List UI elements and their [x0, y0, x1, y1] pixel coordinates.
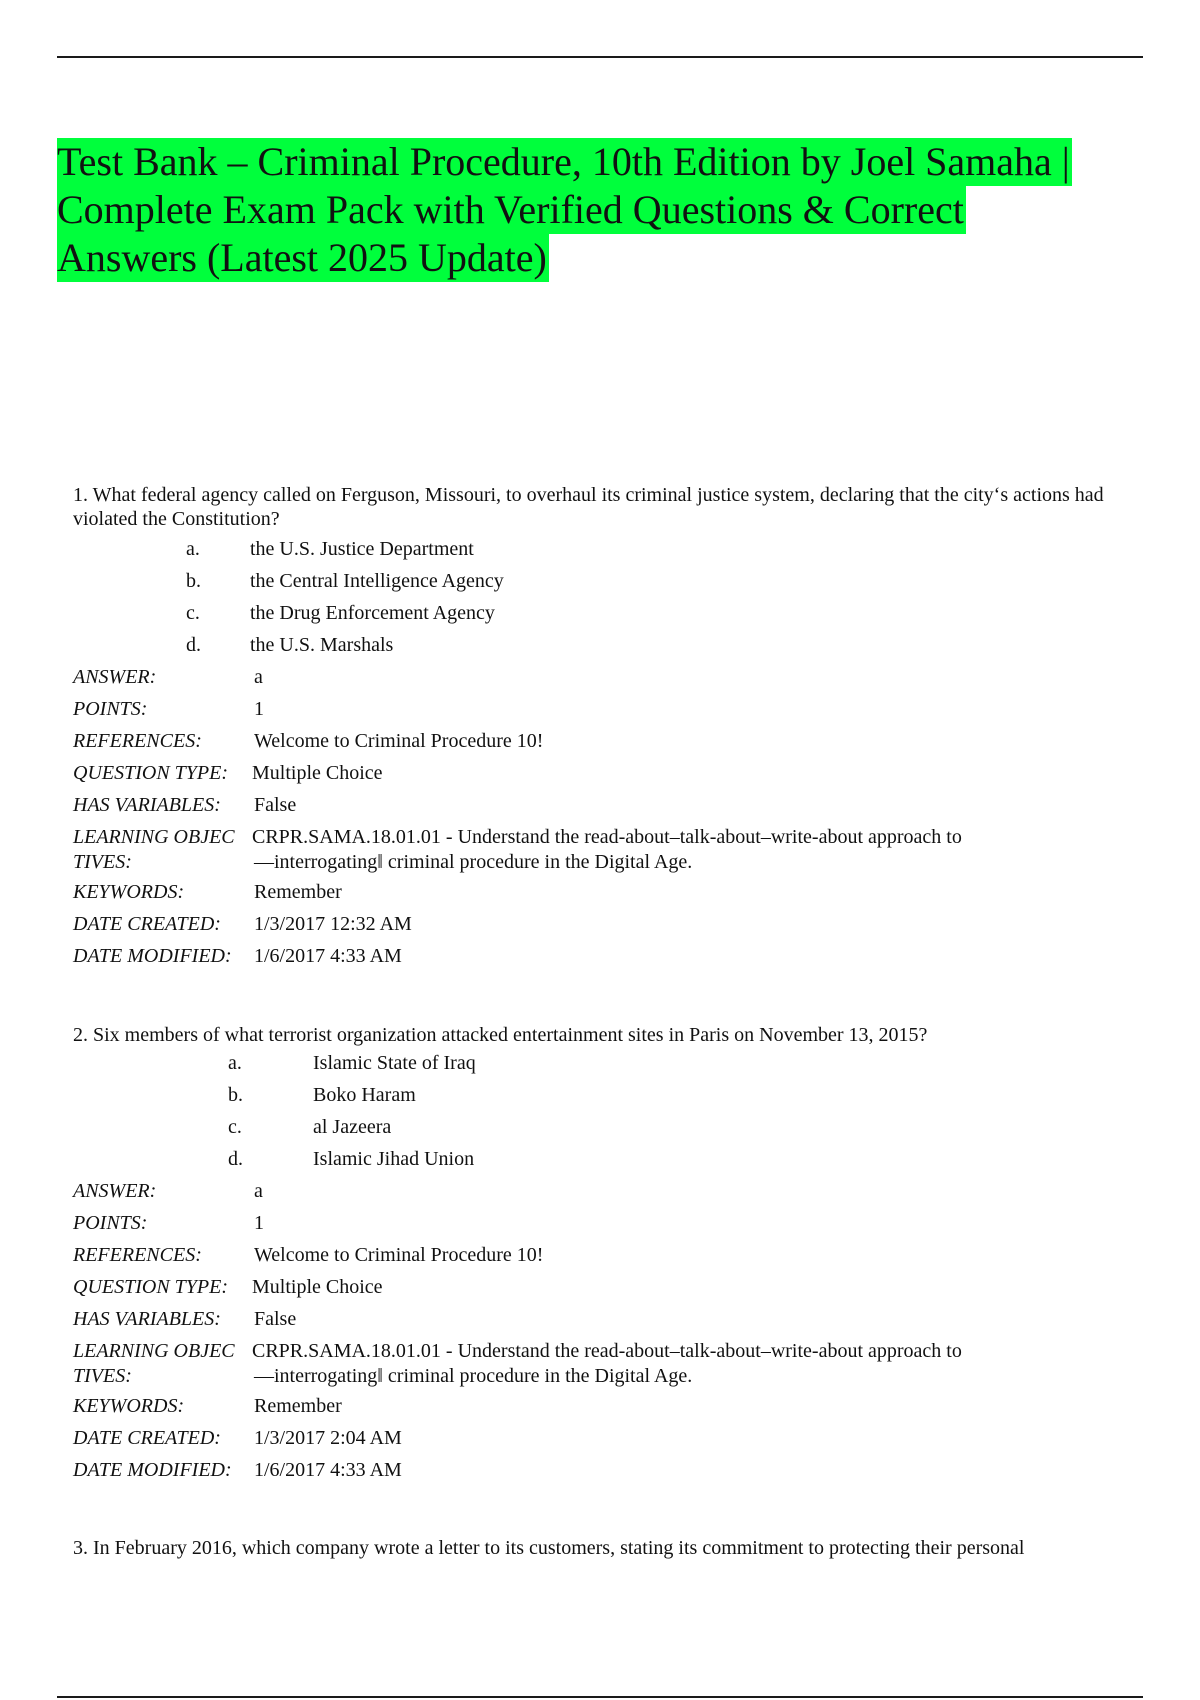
- question-type-row: [73, 757, 1133, 789]
- choice-a: [73, 1047, 1133, 1079]
- answer-label: ANSWER:: [73, 666, 157, 688]
- question-3: [73, 1536, 1153, 1560]
- learning-objectives-line-2: —interrogating‖ criminal procedure in the Digital Age.: [254, 1365, 693, 1387]
- title-line-2: Complete Exam Pack with Verified Questions & Correct: [57, 187, 964, 232]
- date-created-row: [73, 908, 1133, 940]
- keywords-row: [73, 876, 1133, 908]
- learning-objectives-line-1: CRPR.SAMA.18.01.01 - Understand the read-about–talk-about–write-about approach to: [252, 1340, 962, 1362]
- date-modified-value: 1/6/2017 4:33 AM: [254, 945, 402, 967]
- choice-b: [73, 1079, 1133, 1111]
- choice-letter: c.: [186, 602, 200, 624]
- choice-d: [73, 1143, 1133, 1175]
- date-modified-row: [73, 1454, 1133, 1486]
- answer-value: a: [254, 1180, 263, 1202]
- choice-letter: a.: [186, 538, 200, 560]
- has-variables-value: False: [254, 1308, 297, 1330]
- learning-objectives-label-line-2: TIVES:: [73, 851, 132, 873]
- points-label: POINTS:: [73, 698, 148, 720]
- choice-b: [73, 565, 1133, 597]
- choice-letter: d.: [186, 634, 201, 656]
- date-created-value: 1/3/2017 12:32 AM: [254, 913, 412, 935]
- references-label: REFERENCES:: [73, 1244, 202, 1266]
- date-modified-row: [73, 940, 1133, 972]
- has-variables-row: [73, 789, 1133, 821]
- learning-objectives-label-line-1: LEARNING OBJEC: [73, 1340, 235, 1362]
- learning-objectives-label: [73, 1339, 235, 1389]
- question-text: 1. What federal agency called on Ferguson, Missouri, to overhaul its criminal justice system, declaring that the city‘s actions had violated the Constitution?: [73, 484, 1104, 530]
- choice-text: Islamic State of Iraq: [313, 1052, 476, 1074]
- learning-objectives-label-line-2: TIVES:: [73, 1365, 132, 1387]
- date-modified-label: DATE MODIFIED:: [73, 1459, 232, 1481]
- choice-text: the Drug Enforcement Agency: [250, 602, 495, 624]
- question-1: [73, 483, 1133, 972]
- references-label: REFERENCES:: [73, 730, 202, 752]
- choice-c: [73, 1111, 1133, 1143]
- learning-objectives-row: [73, 821, 1133, 876]
- has-variables-label: HAS VARIABLES:: [73, 1308, 221, 1330]
- choice-text: Boko Haram: [313, 1084, 416, 1106]
- question-2: [73, 1023, 1133, 1486]
- answer-value: a: [254, 666, 263, 688]
- answer-row: [73, 1175, 1133, 1207]
- keywords-value: Remember: [254, 1395, 342, 1417]
- question-text: 3. In February 2016, which company wrote a letter to its customers, stating its commitment to protecting their personal: [73, 1537, 1025, 1559]
- references-row: [73, 725, 1133, 757]
- references-value: Welcome to Criminal Procedure 10!: [254, 730, 544, 752]
- question-type-label: QUESTION TYPE:: [73, 762, 229, 784]
- learning-objectives-value: [252, 825, 962, 875]
- learning-objectives-label-line-1: LEARNING OBJEC: [73, 826, 235, 848]
- choice-letter: d.: [228, 1148, 243, 1170]
- keywords-value: Remember: [254, 881, 342, 903]
- points-row: [73, 693, 1133, 725]
- choice-text: Islamic Jihad Union: [313, 1148, 475, 1170]
- question-type-value: Multiple Choice: [252, 1276, 383, 1298]
- bottom-rule: [57, 1696, 1143, 1698]
- top-rule: [57, 56, 1143, 58]
- choice-d: [73, 629, 1133, 661]
- learning-objectives-label: [73, 825, 235, 875]
- question-type-value: Multiple Choice: [252, 762, 383, 784]
- points-value: 1: [254, 1212, 264, 1234]
- points-label: POINTS:: [73, 1212, 148, 1234]
- learning-objectives-row: [73, 1335, 1133, 1390]
- learning-objectives-value: [252, 1339, 962, 1389]
- choice-letter: c.: [228, 1116, 242, 1138]
- answer-row: [73, 661, 1133, 693]
- choice-text: the U.S. Justice Department: [250, 538, 474, 560]
- learning-objectives-line-2: —interrogating‖ criminal procedure in the Digital Age.: [254, 851, 693, 873]
- choice-letter: a.: [228, 1052, 242, 1074]
- keywords-row: [73, 1390, 1133, 1422]
- learning-objectives-line-1: CRPR.SAMA.18.01.01 - Understand the read-about–talk-about–write-about approach to: [252, 826, 962, 848]
- references-row: [73, 1239, 1133, 1271]
- choice-c: [73, 597, 1133, 629]
- question-type-row: [73, 1271, 1133, 1303]
- points-row: [73, 1207, 1133, 1239]
- choice-letter: b.: [228, 1084, 243, 1106]
- references-value: Welcome to Criminal Procedure 10!: [254, 1244, 544, 1266]
- title-line-3: Answers (Latest 2025 Update): [57, 235, 547, 280]
- has-variables-value: False: [254, 794, 297, 816]
- title-line-1: Test Bank – Criminal Procedure, 10th Edition by Joel Samaha |: [57, 139, 1070, 184]
- date-created-row: [73, 1422, 1133, 1454]
- choice-letter: b.: [186, 570, 201, 592]
- document-title: [57, 138, 1147, 282]
- date-modified-value: 1/6/2017 4:33 AM: [254, 1459, 402, 1481]
- date-modified-label: DATE MODIFIED:: [73, 945, 232, 967]
- keywords-label: KEYWORDS:: [73, 881, 185, 903]
- choice-text: the U.S. Marshals: [250, 634, 394, 656]
- date-created-value: 1/3/2017 2:04 AM: [254, 1427, 402, 1449]
- question-text: 2. Six members of what terrorist organization attacked entertainment sites in Paris on November 13, 2015?: [73, 1024, 928, 1046]
- choice-text: al Jazeera: [313, 1116, 392, 1138]
- choice-text: the Central Intelligence Agency: [250, 570, 504, 592]
- points-value: 1: [254, 698, 264, 720]
- keywords-label: KEYWORDS:: [73, 1395, 185, 1417]
- date-created-label: DATE CREATED:: [73, 913, 221, 935]
- answer-label: ANSWER:: [73, 1180, 157, 1202]
- date-created-label: DATE CREATED:: [73, 1427, 221, 1449]
- choice-a: [73, 533, 1133, 565]
- has-variables-row: [73, 1303, 1133, 1335]
- has-variables-label: HAS VARIABLES:: [73, 794, 221, 816]
- question-type-label: QUESTION TYPE:: [73, 1276, 229, 1298]
